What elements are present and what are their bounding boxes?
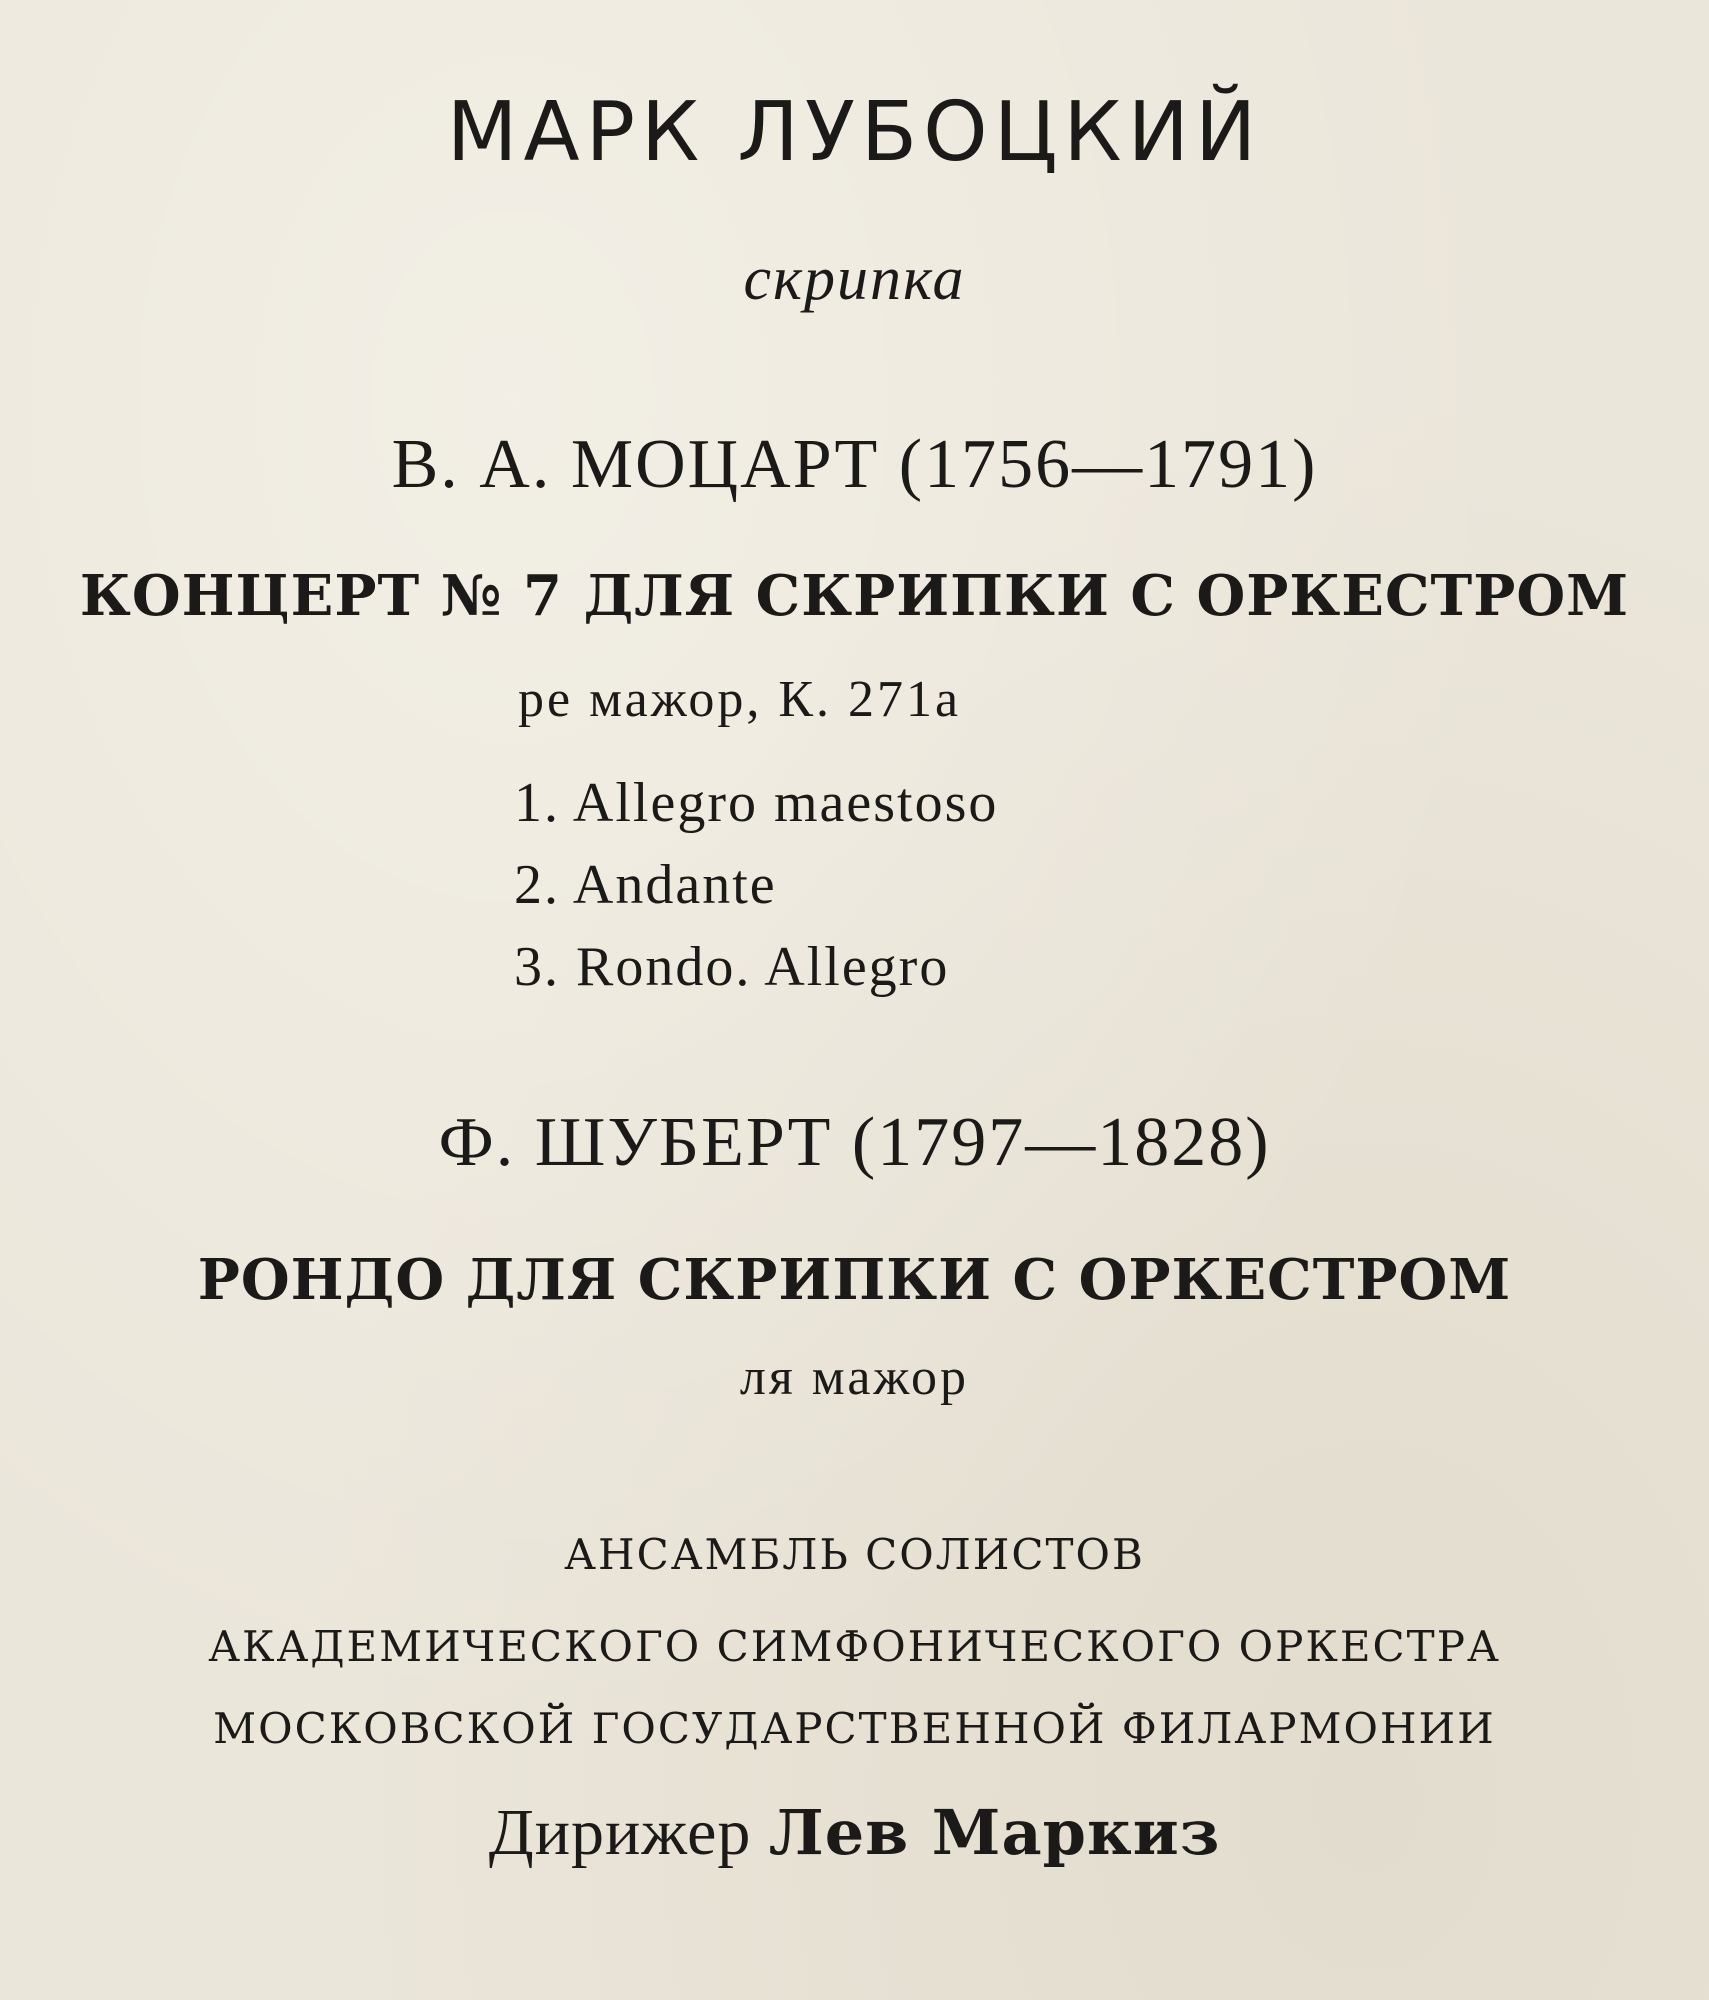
artist-name: МАРК ЛУБОЦКИЙ — [446, 85, 1263, 180]
ensemble-line-3: МОСКОВСКОЙ ГОСУДАРСТВЕННОЙ ФИЛАРМОНИИ — [213, 1704, 1496, 1753]
work-key-mozart: ре мажор, К. 271а — [518, 671, 962, 728]
work-title-mozart: КОНЦЕРТ № 7 ДЛЯ СКРИПКИ С ОРКЕСТРОМ — [79, 563, 1630, 629]
composer-mozart: В. А. МОЦАРТ (1756—1791) — [391, 426, 1318, 503]
work-key-schubert: ля мажор — [739, 1349, 970, 1406]
movement-list — [514, 762, 998, 1008]
composer-schubert: Ф. ШУБЕРТ (1797—1828) — [438, 1104, 1271, 1181]
ensemble-line-2: АКАДЕМИЧЕСКОГО СИМФОНИЧЕСКОГО ОРКЕСТРА — [208, 1622, 1501, 1671]
conductor-name: Лев Маркиз — [768, 1796, 1221, 1869]
conductor-label: Дирижер — [488, 1796, 752, 1869]
instrument-label: скрипка — [743, 245, 966, 313]
work-title-schubert: РОНДО ДЛЯ СКРИПКИ С ОРКЕСТРОМ — [197, 1247, 1512, 1313]
movement-item: 3. Rondo. Allegro — [514, 936, 950, 998]
movement-item: 1. Allegro maestoso — [514, 772, 999, 834]
ensemble-line-1: АНСАМБЛЬ СОЛИСТОВ — [564, 1530, 1145, 1579]
conductor-line — [0, 1796, 1709, 1869]
movement-item: 2. Andante — [514, 854, 777, 916]
